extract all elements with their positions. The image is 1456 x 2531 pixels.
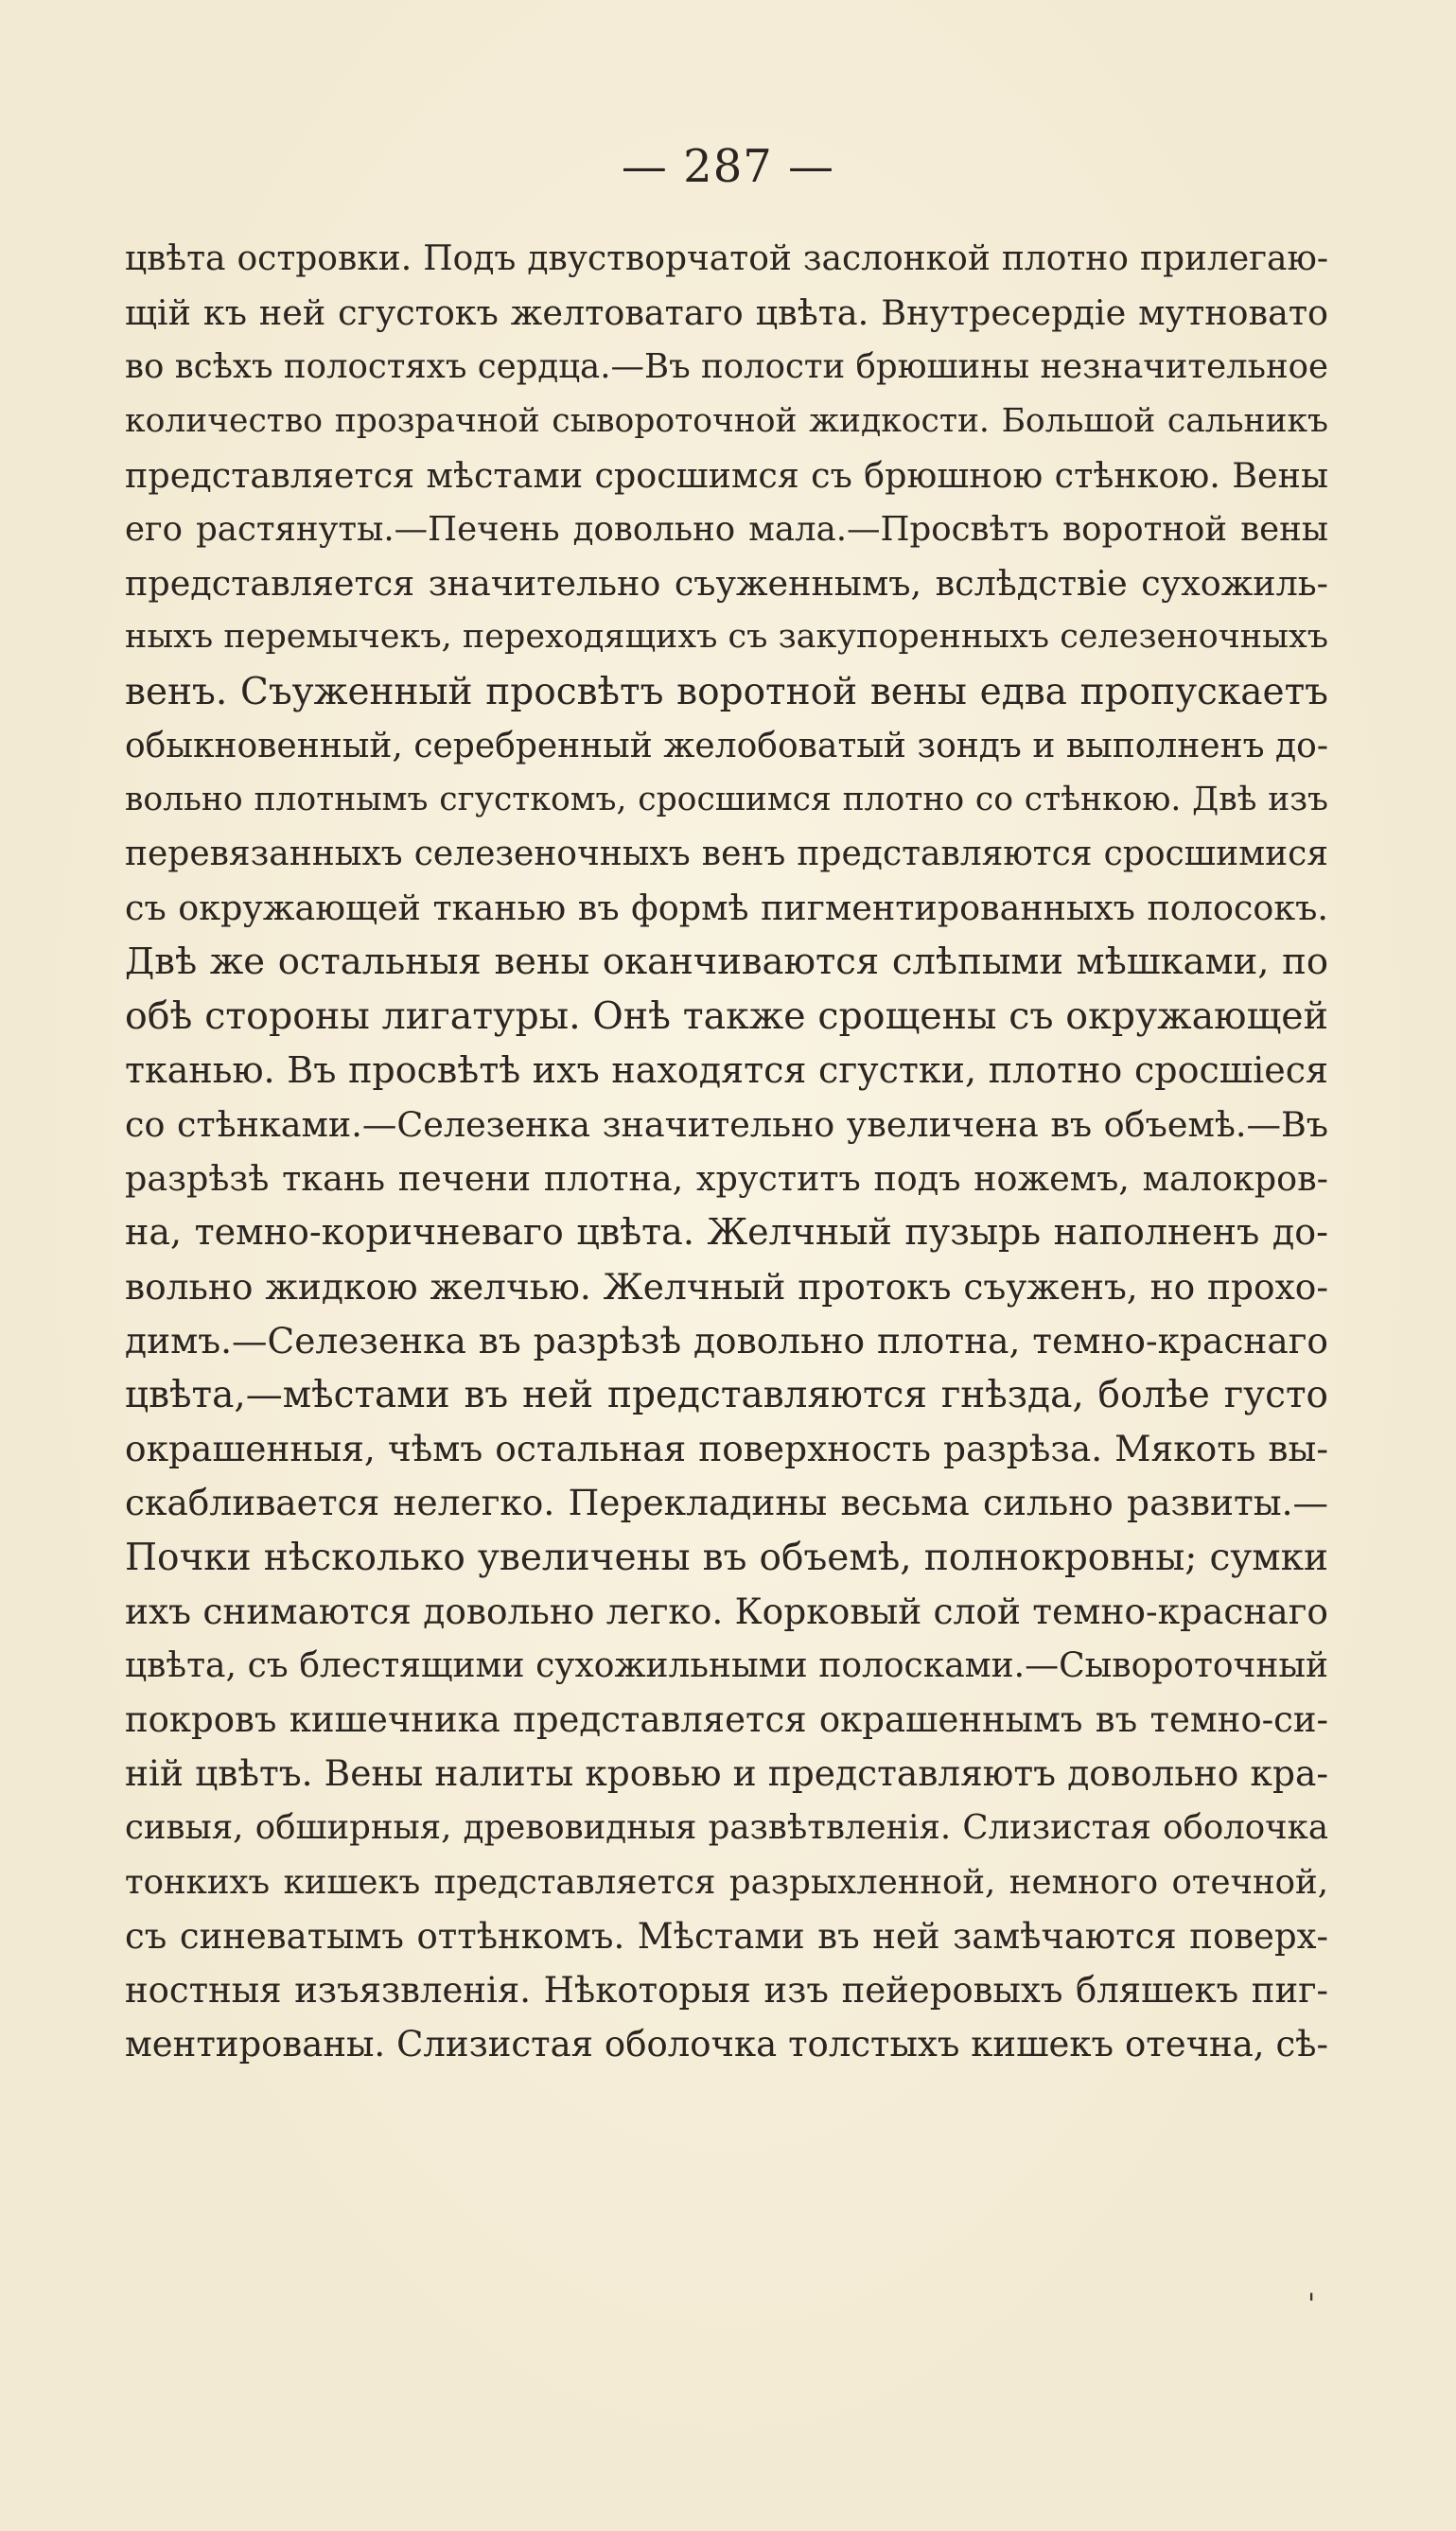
text-line: съ синеватымъ оттѣнкомъ. Мѣстами въ ней замѣчаются поверх- bbox=[125, 1915, 1328, 1957]
text-line: цвѣта,—мѣстами въ ней представляются гнѣзда, болѣе густо bbox=[125, 1373, 1328, 1416]
text-line: обыкновенный, серебренный желобоватый зондъ и выполненъ до- bbox=[125, 726, 1328, 765]
text-line: перевязанныхъ селезеночныхъ венъ представляются сросшимися bbox=[125, 835, 1328, 874]
text-line: тонкихъ кишекъ представляется разрыхленной, немного отечной, bbox=[125, 1862, 1328, 1902]
text-line: представляется мѣстами сросшимся съ брюшною стѣнкою. Вены bbox=[125, 454, 1328, 496]
text-line: вольно плотнымъ сгусткомъ, сросшимся плотно со стѣнкою. Двѣ изъ bbox=[125, 780, 1328, 818]
text-line: цвѣта, съ блестящими сухожильными полосками.—Сывороточный bbox=[125, 1645, 1328, 1685]
text-line: вольно жидкою желчью. Желчный протокъ съуженъ, но прохо- bbox=[125, 1265, 1328, 1308]
text-line: сивыя, обширныя, древовидныя развѣтвленія. Слизистая оболочка bbox=[125, 1808, 1328, 1848]
text-line: щій къ ней сгустокъ желтоватаго цвѣта. Внутресердіе мутновато bbox=[125, 292, 1328, 334]
text-line: представляется значительно съуженнымъ, вслѣдствіе сухожиль- bbox=[125, 563, 1328, 605]
text-line: его растянуты.—Печень довольно мала.—Просвѣтъ воротной вены bbox=[125, 509, 1328, 549]
text-line: ныхъ перемычекъ, переходящихъ съ закупоренныхъ селезеночныхъ bbox=[125, 618, 1328, 657]
text-line: цвѣта островки. Подъ двустворчатой заслонкой плотно прилегаю- bbox=[125, 239, 1328, 278]
page-number: — 287 — bbox=[621, 140, 835, 193]
text-line: венъ. Съуженный просвѣтъ воротной вены едва пропускаетъ bbox=[125, 670, 1328, 713]
text-line: покровъ кишечника представляется окрашеннымъ въ темно-си- bbox=[125, 1699, 1328, 1741]
margin-mark: ' bbox=[1307, 2288, 1316, 2321]
text-line: разрѣзѣ ткань печени плотна, хруститъ подъ ножемъ, малокров- bbox=[125, 1158, 1328, 1200]
body-text bbox=[125, 232, 1328, 2071]
text-line: ностныя изъязвленія. Нѣкоторыя изъ пейеровыхъ бляшекъ пиг- bbox=[125, 1970, 1328, 2011]
text-line: Почки нѣсколько увеличены въ объемѣ, полнокровны; сумки bbox=[125, 1536, 1328, 1579]
text-line: обѣ стороны лигатуры. Онѣ также срощены съ окружающей bbox=[125, 993, 1328, 1038]
text-line: ихъ снимаются довольно легко. Корковый слой темно-краснаго bbox=[125, 1590, 1328, 1632]
text-line: количество прозрачной сывороточной жидкости. Большой сальникъ bbox=[125, 401, 1328, 440]
text-line: димъ.—Селезенка въ разрѣзѣ довольно плотна, темно-краснаго bbox=[125, 1319, 1328, 1362]
text-line: во всѣхъ полостяхъ сердца.—Въ полости брюшины незначительное bbox=[125, 347, 1328, 387]
text-line: скабливается нелегко. Перекладины весьма сильно развиты.— bbox=[125, 1482, 1328, 1524]
text-line: ментированы. Слизистая оболочка толстыхъ кишекъ отечна, сѣ- bbox=[125, 2024, 1328, 2065]
text-line: съ окружающей тканью въ формѣ пигментированныхъ полосокъ. bbox=[125, 888, 1328, 929]
text-line: окрашенныя, чѣмъ остальная поверхность разрѣза. Мякоть вы- bbox=[125, 1428, 1328, 1470]
text-line: со стѣнками.—Селезенка значительно увеличена въ объемѣ.—Въ bbox=[125, 1104, 1328, 1145]
text-line: Двѣ же остальныя вены оканчиваются слѣпыми мѣшками, по bbox=[125, 940, 1328, 984]
text-line: тканью. Въ просвѣтѣ ихъ находятся сгустки, плотно сросшіеся bbox=[125, 1048, 1328, 1091]
text-line: ній цвѣтъ. Вены налиты кровью и представляютъ довольно кра- bbox=[125, 1752, 1328, 1795]
text-line: на, темно-коричневаго цвѣта. Желчный пузырь наполненъ до- bbox=[125, 1211, 1328, 1254]
